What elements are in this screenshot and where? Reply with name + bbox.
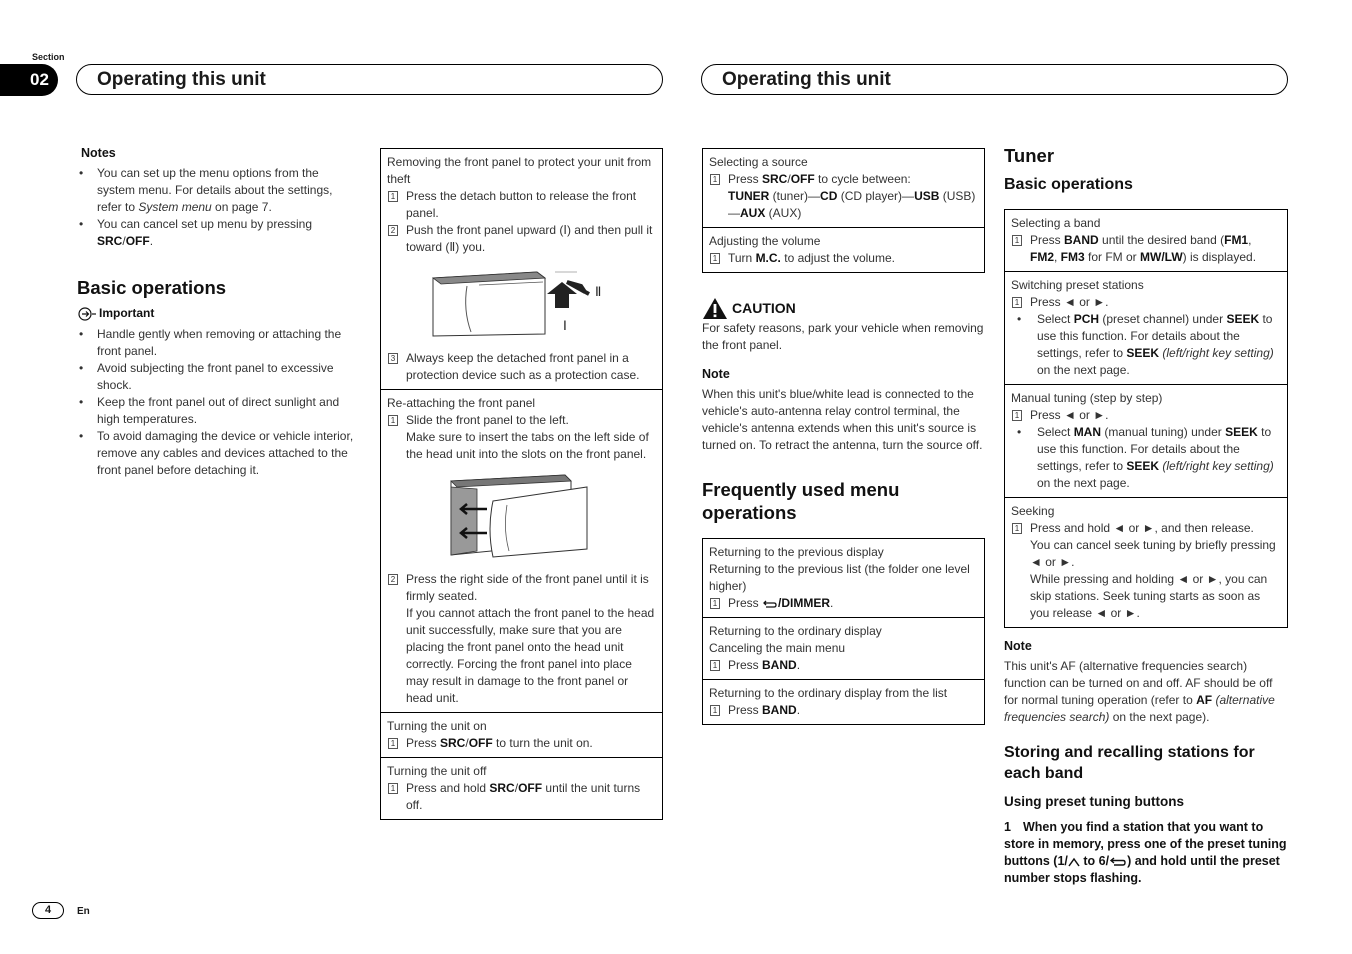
step-1-note: Make sure to insert the tabs on the left side of the head unit into the slots on the front panel.: [406, 430, 649, 461]
column-notes: [77, 145, 359, 479]
remove-panel-title: Removing the front panel to protect your unit from theft: [387, 155, 652, 186]
section-number-badge: 02: [0, 64, 58, 96]
back-icon: [1109, 856, 1127, 867]
manual-bullet: • Select MAN (manual tuning) under SEEK to use this function. For details about the settings, refer to SEEK (left/right key setting) on the next page.: [1011, 424, 1281, 492]
preset-buttons-heading: Using preset tuning buttons: [1004, 794, 1184, 809]
return-previous-cell: [703, 539, 984, 617]
important-item: • Keep the front panel out of direct sunlight and high temperatures.: [77, 394, 359, 428]
step-1: 1 Press BAND.: [709, 657, 978, 674]
note-item: • You can set up the menu options from the system menu. For details about the settings, refer to System menu on page 7.: [77, 165, 359, 216]
switch-preset-cell: [1005, 271, 1287, 384]
step-1: 1 Press and hold SRC/OFF until the unit turns off.: [387, 780, 656, 814]
notes-list: [77, 165, 359, 250]
manual-tuning-cell: [1005, 384, 1287, 497]
tuner-heading: Tuner: [1004, 145, 1055, 166]
step-2: 2 Press the right side of the front panel until it is firmly seated.: [387, 571, 656, 605]
note-text: When this unit's blue/white lead is connected to the vehicle's auto-antenna relay control terminal, the vehicle's antenna extends when this unit's source is turned on. To retract the antenna, turn the source off.: [702, 387, 983, 452]
basic-operations-heading: Basic operations: [77, 277, 227, 298]
note-item: • You can cancel set up menu by pressing SRC/OFF.: [77, 216, 359, 250]
adjust-volume-cell: [703, 227, 984, 272]
step-1: 1 Press BAND.: [709, 702, 978, 719]
select-source-cell: [703, 149, 984, 227]
step-1: 1 Press the detach button to release the front panel.: [387, 188, 656, 222]
important-list: [77, 326, 359, 479]
return-previous-list-title: Returning to the previous list (the folder one level higher): [709, 562, 970, 593]
reattach-panel-title: Re-attaching the front panel: [387, 396, 536, 410]
switch-preset-title: Switching preset stations: [1011, 278, 1144, 292]
select-band-title: Selecting a band: [1011, 216, 1101, 230]
step-1: 1 Press SRC/OFF to cycle between: TUNER (tuner)—CD (CD player)—USB (USB) —AUX (AUX): [709, 171, 978, 222]
important-item: • To avoid damaging the device or vehicle interior, remove any cables and devices attached to the front panel before detaching it.: [77, 428, 359, 479]
important-item: • Avoid subjecting the front panel to excessive shock.: [77, 360, 359, 394]
warning-triangle-icon: [702, 297, 728, 320]
note-heading: Note: [702, 367, 730, 381]
language-label: En: [77, 906, 90, 917]
return-previous-title: Returning to the previous display: [709, 545, 884, 559]
page-title-right: Operating this unit: [701, 64, 1288, 95]
tuner-basic-operations-heading: Basic operations: [1004, 176, 1133, 193]
notes-heading: Notes: [81, 146, 116, 160]
step-1: 1 Press SRC/OFF to turn the unit on.: [387, 735, 656, 752]
back-icon: [762, 599, 778, 609]
important-label: Important: [99, 306, 155, 320]
important-icon: [77, 307, 99, 321]
preset-bullet: • Select PCH (preset channel) under SEEK to use this function. For details about the settings, refer to SEEK (left/right key setting) on the next page.: [1011, 311, 1281, 379]
turn-on-cell: [381, 712, 662, 757]
preset-step-1: 1 When you find a station that you want to store in memory, press one of the preset tuning buttons (1/ to 6/ ) and hold until the preset number stops flashing.: [1004, 820, 1287, 885]
tuner-note-heading: Note: [1004, 639, 1032, 653]
step-1: 1 Turn M.C. to adjust the volume.: [709, 250, 978, 267]
section-label: Section: [32, 52, 65, 62]
step-1: 1 Press BAND until the desired band (FM1, FM2, FM3 for FM or MW/LW) is displayed.: [1011, 232, 1281, 266]
seek-note-2: While pressing and holding ◄ or ►, you can skip stations. Seek tuning starts as soon as you release ◄ or ►.: [1030, 572, 1268, 620]
tuner-operations-box: [1004, 209, 1288, 628]
step-1: 1 Press and hold ◄ or ►, and then release.: [1011, 520, 1281, 537]
arrow-label-1: Ⅰ: [562, 318, 567, 333]
remove-panel-cell: [381, 149, 662, 389]
store-recall-heading: Storing and recalling stations for each band: [1004, 744, 1255, 782]
arrow-label-2: Ⅱ: [594, 284, 601, 299]
step-2: 2 Push the front panel upward (Ⅰ) and then pull it toward (Ⅱ) you.: [387, 222, 656, 256]
manual-tuning-title: Manual tuning (step by step): [1011, 391, 1163, 405]
important-label-row: [77, 305, 359, 322]
column-source-and-menu: [702, 148, 985, 725]
page-title-left: Operating this unit: [76, 64, 663, 95]
detach-panel-illustration: [427, 264, 617, 342]
seeking-title: Seeking: [1011, 504, 1055, 518]
turn-off-title: Turning the unit off: [387, 764, 487, 778]
step-1: 1 Press /DIMMER.: [709, 595, 978, 612]
tuner-note-text: This unit's AF (alternative frequencies search) function can be turned on and off. AF should be off for normal tuning operation (refer to AF (alternative frequencies search) on the next page).: [1004, 659, 1275, 724]
column-tuner: [1004, 144, 1288, 887]
reattach-panel-illustration: [447, 471, 597, 563]
seek-note-1: You can cancel seek tuning by briefly pressing ◄ or ►.: [1030, 538, 1276, 569]
turn-off-cell: [381, 757, 662, 819]
reattach-panel-cell: [381, 389, 662, 712]
select-source-title: Selecting a source: [709, 155, 808, 169]
return-ordinary-cell: [703, 617, 984, 679]
caution-text: For safety reasons, park your vehicle when removing the front panel.: [702, 321, 984, 352]
step-3: 3 Always keep the detached front panel in a protection device such as a protection case.: [387, 350, 656, 384]
frequent-menu-heading: Frequently used menu operations: [702, 479, 900, 523]
turn-on-title: Turning the unit on: [387, 719, 487, 733]
return-ordinary-title: Returning to the ordinary display: [709, 624, 882, 638]
front-panel-instructions-box: [380, 148, 663, 820]
return-from-list-cell: [703, 679, 984, 724]
step-1: 1 Press ◄ or ►.: [1011, 407, 1281, 424]
important-item: • Handle gently when removing or attaching the front panel.: [77, 326, 359, 360]
adjust-volume-title: Adjusting the volume: [709, 234, 821, 248]
return-from-list-title: Returning to the ordinary display from the list: [709, 686, 948, 700]
caution-label: CAUTION: [732, 300, 796, 316]
caret-up-icon: [1068, 857, 1080, 867]
page-number: 4: [32, 902, 64, 919]
seeking-cell: [1005, 497, 1287, 627]
cancel-main-menu-title: Canceling the main menu: [709, 641, 846, 655]
menu-operations-box: [702, 538, 985, 725]
step-2-note: If you cannot attach the front panel to the head unit successfully, make sure that you are placing the front panel onto the head unit correctly. Forcing the front panel into place may result in damage to the front panel or head unit.: [406, 606, 655, 705]
caution-heading: [702, 297, 985, 320]
source-volume-box: [702, 148, 985, 273]
select-band-cell: [1005, 210, 1287, 271]
step-1: 1 Slide the front panel to the left.: [387, 412, 656, 429]
step-1: 1 Press ◄ or ►.: [1011, 294, 1281, 311]
